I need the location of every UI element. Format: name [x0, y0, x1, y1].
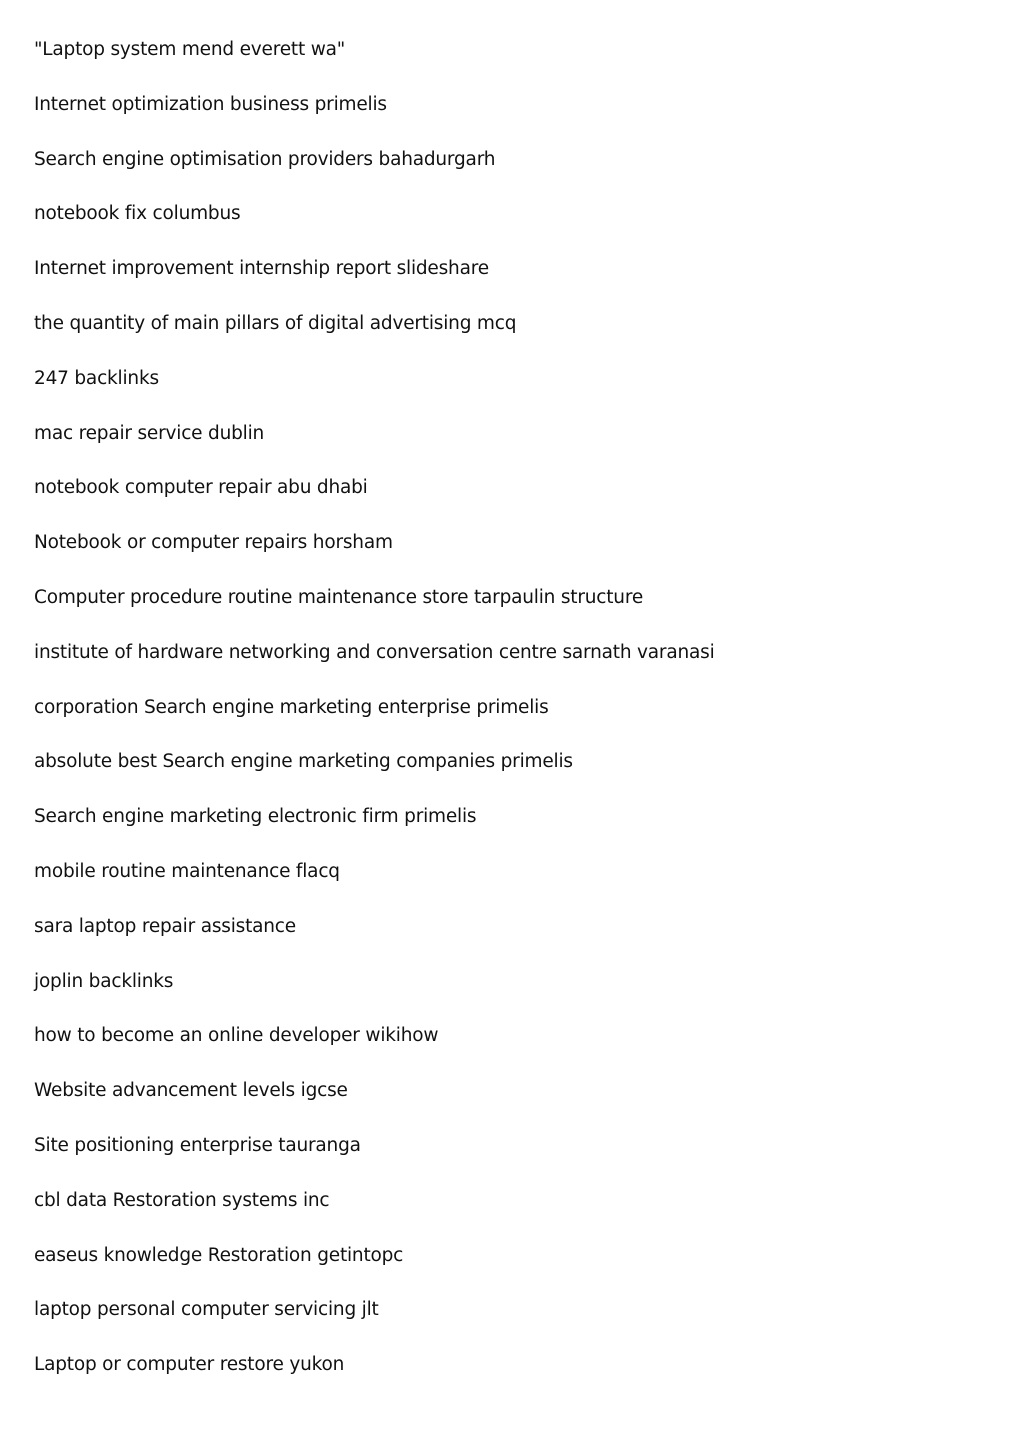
- text-line: easeus knowledge Restoration getintopc: [34, 1244, 404, 1266]
- text-line: mobile routine maintenance flacq: [34, 860, 340, 882]
- text-line: Internet optimization business primelis: [34, 93, 387, 115]
- text-line: Search engine marketing electronic firm primelis: [34, 806, 477, 828]
- text-line: absolute best Search engine marketing companies primelis: [34, 751, 573, 773]
- text-line: how to become an online developer wikihow: [34, 1025, 439, 1047]
- text-line: Internet improvement internship report slideshare: [34, 258, 489, 280]
- text-line: joplin backlinks: [34, 970, 174, 992]
- text-line: the quantity of main pillars of digital advertising mcq: [34, 312, 517, 334]
- text-line: notebook computer repair abu dhabi: [34, 477, 368, 499]
- text-line: notebook fix columbus: [34, 203, 241, 225]
- text-line: Site positioning enterprise tauranga: [34, 1134, 361, 1156]
- text-line: "Laptop system mend everett wa": [34, 39, 346, 60]
- text-line: institute of hardware networking and conversation centre sarnath varanasi: [34, 641, 715, 663]
- text-line: 247 backlinks: [34, 367, 159, 389]
- text-line: cbl data Restoration systems inc: [34, 1189, 330, 1211]
- text-line: Search engine optimisation providers bahadurgarh: [34, 148, 496, 170]
- text-line: laptop personal computer servicing jlt: [34, 1299, 379, 1321]
- text-line: mac repair service dublin: [34, 422, 265, 444]
- text-line: sara laptop repair assistance: [34, 915, 296, 937]
- text-line: corporation Search engine marketing enterprise primelis: [34, 696, 549, 718]
- text-line: Computer procedure routine maintenance store tarpaulin structure: [34, 586, 644, 608]
- text-line-list: [34, 36, 994, 1406]
- text-line: Website advancement levels igcse: [34, 1080, 348, 1102]
- text-line: Laptop or computer restore yukon: [34, 1354, 345, 1376]
- text-line: Notebook or computer repairs horsham: [34, 532, 393, 554]
